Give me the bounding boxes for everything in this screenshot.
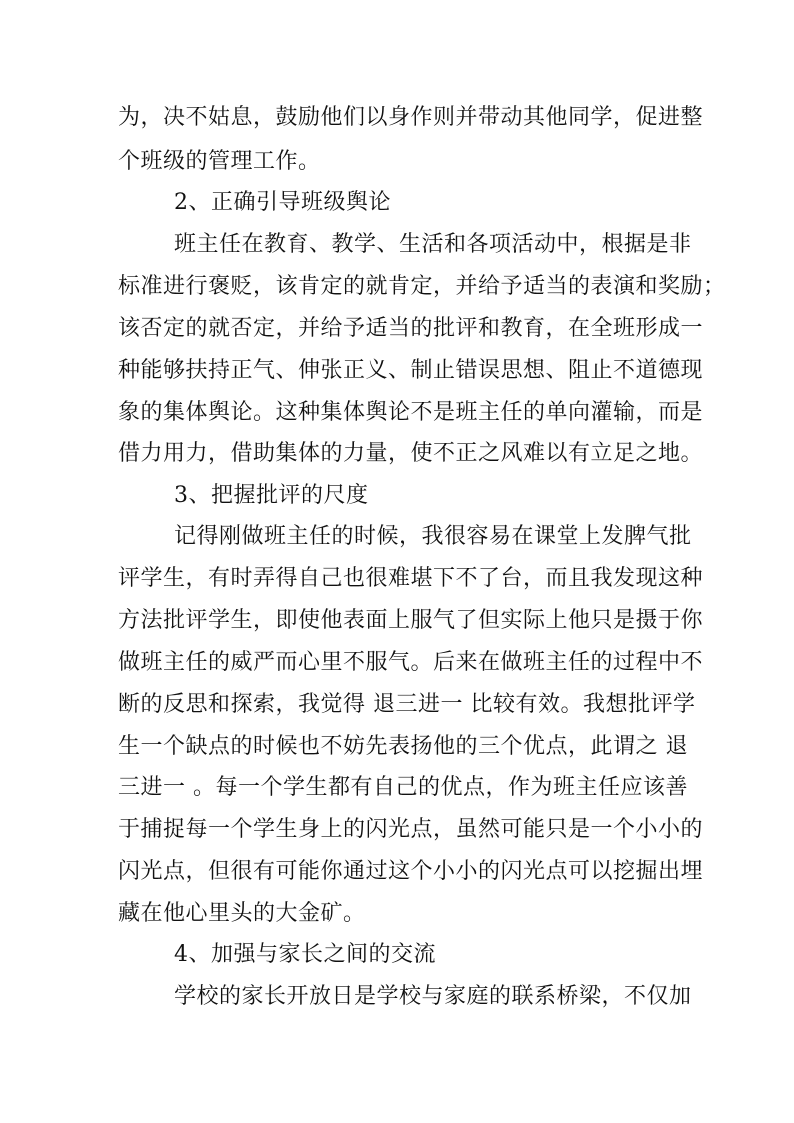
paragraph-line: 做班主任的威严而心里不服气。后来在做班主任的过程中不 xyxy=(118,650,704,675)
paragraph-line: 方法批评学生，即使他表面上服气了但实际上他只是摄于你 xyxy=(118,608,704,633)
paragraph-line: 记得刚做班主任的时候，我很容易在课堂上发脾气批 xyxy=(174,524,692,549)
paragraph-line: 三进一 。每一个学生都有自己的优点，作为班主任应该善 xyxy=(118,775,688,800)
paragraph-line: 借力用力，借助集体的力量，使不正之风难以有立足之地。 xyxy=(118,441,704,466)
section-heading: 3、把握批评的尺度 xyxy=(174,483,369,508)
paragraph-line: 于捕捉每一个学生身上的闪光点，虽然可能只是一个小小的 xyxy=(118,817,704,842)
paragraph-line: 该否定的就否定，并给予适当的批评和教育，在全班形成一 xyxy=(118,316,704,341)
paragraph-line: 种能够扶持正气、伸张正义、制止错误思想、阻止不道德现 xyxy=(118,358,704,383)
paragraph-line: 藏在他心里头的大金矿。 xyxy=(118,901,366,926)
paragraph-line: 学校的家长开放日是学校与家庭的联系桥梁，不仅加 xyxy=(174,984,692,1009)
paragraph-line: 闪光点，但很有可能你通过这个小小的闪光点可以挖掘出埋 xyxy=(118,859,704,884)
paragraph-line: 象的集体舆论。这种集体舆论不是班主任的单向灌输，而是 xyxy=(118,400,704,425)
paragraph-line: 评学生，有时弄得自己也很难堪下不了台，而且我发现这种 xyxy=(118,566,704,591)
paragraph-line: 标准进行褒贬，该肯定的就肯定，并给予适当的表演和奖励； xyxy=(118,274,726,299)
paragraph-line: 个班级的管理工作。 xyxy=(118,149,321,174)
paragraph-line: 班主任在教育、教学、生活和各项活动中，根据是非 xyxy=(174,232,692,257)
section-heading: 2、正确引导班级舆论 xyxy=(174,190,391,215)
paragraph-line: 断的反思和探索，我觉得 退三进一 比较有效。我想批评学 xyxy=(118,692,696,717)
paragraph-line: 为，决不姑息，鼓励他们以身作则并带动其他同学，促进整 xyxy=(118,105,704,130)
section-heading: 4、加强与家长之间的交流 xyxy=(174,942,436,967)
paragraph-line: 生一个缺点的时候也不妨先表扬他的三个优点，此谓之 退 xyxy=(118,734,688,759)
